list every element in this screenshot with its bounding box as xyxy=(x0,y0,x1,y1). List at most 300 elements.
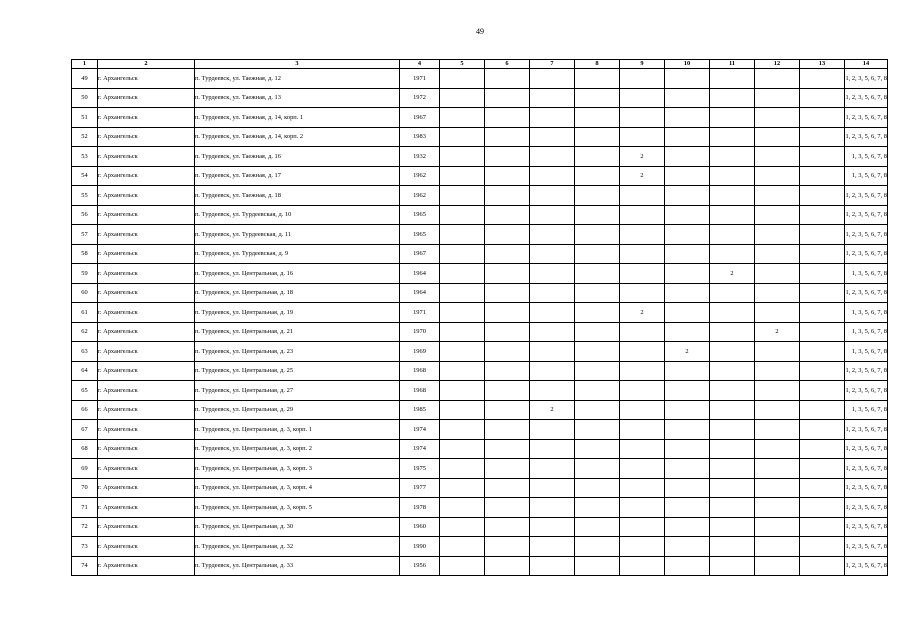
codes-cell: 1, 2, 3, 5, 6, 7, 8 xyxy=(845,88,888,108)
year-cell: 1983 xyxy=(400,127,440,147)
value-cell xyxy=(440,186,485,206)
column-header: 8 xyxy=(575,60,620,69)
value-cell xyxy=(755,127,800,147)
city-cell: г. Архангельск xyxy=(98,556,195,576)
value-cell xyxy=(755,556,800,576)
value-cell xyxy=(575,186,620,206)
value-cell xyxy=(755,517,800,537)
column-header: 9 xyxy=(620,60,665,69)
value-cell xyxy=(710,303,755,323)
value-cell xyxy=(800,381,845,401)
value-cell xyxy=(800,498,845,518)
codes-cell: 1, 2, 3, 5, 6, 7, 8 xyxy=(845,205,888,225)
row-number: 74 xyxy=(72,556,98,576)
value-cell xyxy=(440,88,485,108)
value-cell xyxy=(440,108,485,128)
value-cell xyxy=(575,537,620,557)
value-cell xyxy=(530,517,575,537)
value-cell xyxy=(575,225,620,245)
address-cell: п. Турдеевск, ул. Турдеевская, д. 9 xyxy=(195,244,400,264)
codes-cell: 1, 2, 3, 5, 6, 7, 8 xyxy=(845,69,888,89)
value-cell xyxy=(755,88,800,108)
value-cell xyxy=(440,556,485,576)
year-cell: 1975 xyxy=(400,459,440,479)
value-cell xyxy=(800,556,845,576)
address-cell: п. Турдеевск, ул. Таежная, д. 12 xyxy=(195,69,400,89)
row-number: 55 xyxy=(72,186,98,206)
value-cell xyxy=(800,459,845,479)
codes-cell: 1, 3, 5, 6, 7, 8 xyxy=(845,303,888,323)
value-cell xyxy=(755,381,800,401)
value-cell xyxy=(575,147,620,167)
value-cell xyxy=(575,459,620,479)
address-cell: п. Турдеевск, ул. Центральная, д. 16 xyxy=(195,264,400,284)
codes-cell: 1, 3, 5, 6, 7, 8 xyxy=(845,400,888,420)
value-cell xyxy=(485,186,530,206)
year-cell: 1971 xyxy=(400,69,440,89)
value-cell xyxy=(755,361,800,381)
value-cell xyxy=(710,283,755,303)
city-cell: г. Архангельск xyxy=(98,264,195,284)
codes-cell: 1, 2, 3, 5, 6, 7, 8 xyxy=(845,420,888,440)
value-cell xyxy=(620,244,665,264)
address-cell: п. Турдеевск, ул. Центральная, д. 32 xyxy=(195,537,400,557)
value-cell xyxy=(485,439,530,459)
value-cell xyxy=(665,420,710,440)
year-cell: 1965 xyxy=(400,225,440,245)
codes-cell: 1, 2, 3, 5, 6, 7, 8 xyxy=(845,459,888,479)
value-cell xyxy=(620,381,665,401)
city-cell: г. Архангельск xyxy=(98,127,195,147)
address-cell: п. Турдеевск, ул. Центральная, д. 33 xyxy=(195,556,400,576)
value-cell xyxy=(440,69,485,89)
table-row xyxy=(72,498,888,518)
value-cell xyxy=(755,478,800,498)
city-cell: г. Архангельск xyxy=(98,186,195,206)
value-cell xyxy=(800,361,845,381)
city-cell: г. Архангельск xyxy=(98,537,195,557)
value-cell xyxy=(575,381,620,401)
value-cell xyxy=(665,322,710,342)
value-cell xyxy=(575,69,620,89)
address-cell: п. Турдеевск, ул. Таежная, д. 16 xyxy=(195,147,400,167)
table-row xyxy=(72,361,888,381)
codes-cell: 1, 2, 3, 5, 6, 7, 8 xyxy=(845,556,888,576)
value-cell xyxy=(530,264,575,284)
value-cell xyxy=(710,420,755,440)
value-cell xyxy=(665,361,710,381)
row-number: 65 xyxy=(72,381,98,401)
row-number: 59 xyxy=(72,264,98,284)
codes-cell: 1, 2, 3, 5, 6, 7, 8 xyxy=(845,225,888,245)
value-cell xyxy=(620,361,665,381)
value-cell xyxy=(485,459,530,479)
row-number: 52 xyxy=(72,127,98,147)
value-cell xyxy=(575,439,620,459)
column-header: 1 xyxy=(72,60,98,69)
value-cell xyxy=(710,478,755,498)
value-cell xyxy=(620,322,665,342)
value-cell xyxy=(530,244,575,264)
value-cell xyxy=(530,127,575,147)
year-cell: 1932 xyxy=(400,147,440,167)
value-cell xyxy=(530,342,575,362)
address-cell: п. Турдеевск, ул. Центральная, д. 18 xyxy=(195,283,400,303)
value-cell xyxy=(665,244,710,264)
value-cell: 2 xyxy=(620,303,665,323)
row-number: 60 xyxy=(72,283,98,303)
value-cell xyxy=(755,147,800,167)
value-cell xyxy=(800,88,845,108)
value-cell xyxy=(575,166,620,186)
value-cell xyxy=(575,400,620,420)
column-header: 7 xyxy=(530,60,575,69)
value-cell xyxy=(755,459,800,479)
table-row xyxy=(72,186,888,206)
value-cell xyxy=(665,283,710,303)
row-number: 71 xyxy=(72,498,98,518)
year-cell: 1974 xyxy=(400,439,440,459)
value-cell xyxy=(530,88,575,108)
codes-cell: 1, 2, 3, 5, 6, 7, 8 xyxy=(845,283,888,303)
value-cell xyxy=(485,478,530,498)
city-cell: г. Архангельск xyxy=(98,303,195,323)
value-cell xyxy=(485,264,530,284)
value-cell xyxy=(665,186,710,206)
value-cell xyxy=(710,225,755,245)
value-cell xyxy=(530,537,575,557)
value-cell xyxy=(665,264,710,284)
codes-cell: 1, 2, 3, 5, 6, 7, 8 xyxy=(845,108,888,128)
value-cell xyxy=(440,381,485,401)
value-cell xyxy=(800,517,845,537)
table-row xyxy=(72,303,888,323)
value-cell xyxy=(665,147,710,167)
value-cell xyxy=(620,205,665,225)
column-header: 2 xyxy=(98,60,195,69)
city-cell: г. Архангельск xyxy=(98,342,195,362)
address-cell: п. Турдеевск, ул. Центральная, д. 3, корп. 3 xyxy=(195,459,400,479)
column-header: 3 xyxy=(195,60,400,69)
codes-cell: 1, 3, 5, 6, 7, 8 xyxy=(845,147,888,167)
value-cell xyxy=(575,127,620,147)
value-cell xyxy=(710,166,755,186)
table-row xyxy=(72,439,888,459)
value-cell xyxy=(440,264,485,284)
row-number: 73 xyxy=(72,537,98,557)
value-cell xyxy=(485,205,530,225)
address-cell: п. Турдеевск, ул. Таежная, д. 14, корп. 1 xyxy=(195,108,400,128)
value-cell xyxy=(440,361,485,381)
year-cell: 1962 xyxy=(400,186,440,206)
value-cell xyxy=(485,556,530,576)
value-cell xyxy=(755,205,800,225)
value-cell xyxy=(755,400,800,420)
row-number: 62 xyxy=(72,322,98,342)
value-cell: 2 xyxy=(530,400,575,420)
value-cell xyxy=(620,264,665,284)
value-cell xyxy=(440,166,485,186)
codes-cell: 1, 2, 3, 5, 6, 7, 8 xyxy=(845,439,888,459)
codes-cell: 1, 2, 3, 5, 6, 7, 8 xyxy=(845,361,888,381)
row-number: 70 xyxy=(72,478,98,498)
value-cell xyxy=(575,108,620,128)
value-cell xyxy=(800,147,845,167)
year-cell: 1970 xyxy=(400,322,440,342)
codes-cell: 1, 2, 3, 5, 6, 7, 8 xyxy=(845,537,888,557)
row-number: 68 xyxy=(72,439,98,459)
city-cell: г. Архангельск xyxy=(98,147,195,167)
value-cell xyxy=(800,166,845,186)
value-cell xyxy=(485,498,530,518)
year-cell: 1967 xyxy=(400,108,440,128)
value-cell xyxy=(665,69,710,89)
year-cell: 1977 xyxy=(400,478,440,498)
value-cell xyxy=(755,498,800,518)
value-cell xyxy=(710,108,755,128)
value-cell xyxy=(575,205,620,225)
table-body xyxy=(72,69,888,576)
value-cell xyxy=(710,381,755,401)
value-cell xyxy=(620,88,665,108)
value-cell xyxy=(530,186,575,206)
value-cell xyxy=(485,127,530,147)
table-row xyxy=(72,517,888,537)
table-row xyxy=(72,205,888,225)
value-cell xyxy=(800,283,845,303)
value-cell xyxy=(665,166,710,186)
year-cell: 1985 xyxy=(400,400,440,420)
codes-cell: 1, 2, 3, 5, 6, 7, 8 xyxy=(845,127,888,147)
value-cell xyxy=(530,459,575,479)
value-cell: 2 xyxy=(620,166,665,186)
value-cell xyxy=(755,303,800,323)
value-cell xyxy=(710,127,755,147)
value-cell xyxy=(800,400,845,420)
value-cell xyxy=(575,517,620,537)
value-cell xyxy=(575,498,620,518)
value-cell xyxy=(440,225,485,245)
value-cell xyxy=(710,186,755,206)
value-cell xyxy=(710,556,755,576)
value-cell xyxy=(530,556,575,576)
value-cell xyxy=(485,342,530,362)
value-cell xyxy=(620,517,665,537)
value-cell xyxy=(530,147,575,167)
city-cell: г. Архангельск xyxy=(98,322,195,342)
table-row xyxy=(72,400,888,420)
value-cell: 2 xyxy=(665,342,710,362)
value-cell xyxy=(755,264,800,284)
value-cell xyxy=(665,498,710,518)
year-cell: 1990 xyxy=(400,537,440,557)
city-cell: г. Архангельск xyxy=(98,88,195,108)
column-header: 4 xyxy=(400,60,440,69)
value-cell xyxy=(575,244,620,264)
value-cell xyxy=(485,69,530,89)
value-cell: 2 xyxy=(620,147,665,167)
value-cell xyxy=(710,498,755,518)
value-cell xyxy=(485,322,530,342)
value-cell xyxy=(710,537,755,557)
value-cell xyxy=(800,244,845,264)
value-cell xyxy=(800,439,845,459)
codes-cell: 1, 2, 3, 5, 6, 7, 8 xyxy=(845,186,888,206)
value-cell xyxy=(620,498,665,518)
row-number: 63 xyxy=(72,342,98,362)
value-cell xyxy=(440,478,485,498)
value-cell xyxy=(530,439,575,459)
table-row xyxy=(72,166,888,186)
register-table xyxy=(71,59,888,576)
address-cell: п. Турдеевск, ул. Центральная, д. 3, корп. 4 xyxy=(195,478,400,498)
value-cell xyxy=(530,283,575,303)
value-cell xyxy=(800,342,845,362)
value-cell xyxy=(530,108,575,128)
value-cell xyxy=(800,420,845,440)
codes-cell: 1, 3, 5, 6, 7, 8 xyxy=(845,342,888,362)
value-cell xyxy=(485,244,530,264)
row-number: 69 xyxy=(72,459,98,479)
value-cell xyxy=(665,225,710,245)
year-cell: 1968 xyxy=(400,361,440,381)
value-cell xyxy=(755,244,800,264)
value-cell xyxy=(665,381,710,401)
value-cell xyxy=(800,537,845,557)
value-cell xyxy=(755,225,800,245)
value-cell xyxy=(620,108,665,128)
header-row xyxy=(72,60,888,69)
value-cell xyxy=(800,186,845,206)
city-cell: г. Архангельск xyxy=(98,517,195,537)
value-cell xyxy=(575,342,620,362)
value-cell xyxy=(530,322,575,342)
row-number: 57 xyxy=(72,225,98,245)
value-cell xyxy=(440,537,485,557)
value-cell xyxy=(665,517,710,537)
value-cell xyxy=(485,361,530,381)
value-cell xyxy=(665,88,710,108)
value-cell xyxy=(575,420,620,440)
value-cell xyxy=(710,439,755,459)
codes-cell: 1, 3, 5, 6, 7, 8 xyxy=(845,166,888,186)
value-cell xyxy=(755,439,800,459)
value-cell xyxy=(575,303,620,323)
value-cell xyxy=(800,478,845,498)
value-cell xyxy=(800,205,845,225)
value-cell xyxy=(800,225,845,245)
table-row xyxy=(72,69,888,89)
value-cell xyxy=(620,537,665,557)
table-row xyxy=(72,381,888,401)
year-cell: 1956 xyxy=(400,556,440,576)
value-cell xyxy=(710,147,755,167)
row-number: 61 xyxy=(72,303,98,323)
table-row xyxy=(72,342,888,362)
address-cell: п. Турдеевск, ул. Центральная, д. 3, корп. 2 xyxy=(195,439,400,459)
row-number: 58 xyxy=(72,244,98,264)
year-cell: 1960 xyxy=(400,517,440,537)
city-cell: г. Архангельск xyxy=(98,225,195,245)
address-cell: п. Турдеевск, ул. Турдеевская, д. 10 xyxy=(195,205,400,225)
value-cell xyxy=(620,459,665,479)
address-cell: п. Турдеевск, ул. Центральная, д. 23 xyxy=(195,342,400,362)
codes-cell: 1, 2, 3, 5, 6, 7, 8 xyxy=(845,244,888,264)
year-cell: 1974 xyxy=(400,420,440,440)
year-cell: 1965 xyxy=(400,205,440,225)
value-cell xyxy=(440,147,485,167)
value-cell xyxy=(710,517,755,537)
value-cell xyxy=(485,420,530,440)
value-cell xyxy=(755,69,800,89)
row-number: 54 xyxy=(72,166,98,186)
address-cell: п. Турдеевск, ул. Таежная, д. 17 xyxy=(195,166,400,186)
value-cell xyxy=(620,283,665,303)
value-cell xyxy=(710,361,755,381)
city-cell: г. Архангельск xyxy=(98,400,195,420)
value-cell xyxy=(575,478,620,498)
address-cell: п. Турдеевск, ул. Таежная, д. 18 xyxy=(195,186,400,206)
value-cell xyxy=(755,186,800,206)
value-cell xyxy=(800,108,845,128)
city-cell: г. Архангельск xyxy=(98,459,195,479)
table-row xyxy=(72,537,888,557)
column-header: 14 xyxy=(845,60,888,69)
value-cell xyxy=(620,420,665,440)
value-cell xyxy=(800,322,845,342)
value-cell xyxy=(665,205,710,225)
value-cell xyxy=(530,225,575,245)
value-cell xyxy=(485,400,530,420)
value-cell xyxy=(710,322,755,342)
city-cell: г. Архангельск xyxy=(98,166,195,186)
value-cell xyxy=(710,69,755,89)
value-cell xyxy=(620,556,665,576)
table-row xyxy=(72,225,888,245)
city-cell: г. Архангельск xyxy=(98,69,195,89)
address-cell: п. Турдеевск, ул. Центральная, д. 25 xyxy=(195,361,400,381)
row-number: 72 xyxy=(72,517,98,537)
city-cell: г. Архангельск xyxy=(98,420,195,440)
value-cell xyxy=(710,88,755,108)
year-cell: 1972 xyxy=(400,88,440,108)
value-cell xyxy=(620,342,665,362)
row-number: 67 xyxy=(72,420,98,440)
value-cell xyxy=(620,186,665,206)
year-cell: 1969 xyxy=(400,342,440,362)
value-cell xyxy=(530,166,575,186)
value-cell xyxy=(530,498,575,518)
city-cell: г. Архангельск xyxy=(98,478,195,498)
value-cell xyxy=(530,303,575,323)
value-cell xyxy=(620,478,665,498)
value-cell xyxy=(530,420,575,440)
page-number: 49 xyxy=(476,27,484,36)
column-header: 5 xyxy=(440,60,485,69)
row-number: 53 xyxy=(72,147,98,167)
value-cell xyxy=(665,459,710,479)
value-cell xyxy=(755,108,800,128)
value-cell xyxy=(440,498,485,518)
value-cell xyxy=(710,342,755,362)
value-cell xyxy=(575,88,620,108)
value-cell xyxy=(440,303,485,323)
value-cell xyxy=(530,478,575,498)
value-cell xyxy=(485,166,530,186)
row-number: 66 xyxy=(72,400,98,420)
address-cell: п. Турдеевск, ул. Центральная, д. 30 xyxy=(195,517,400,537)
year-cell: 1967 xyxy=(400,244,440,264)
